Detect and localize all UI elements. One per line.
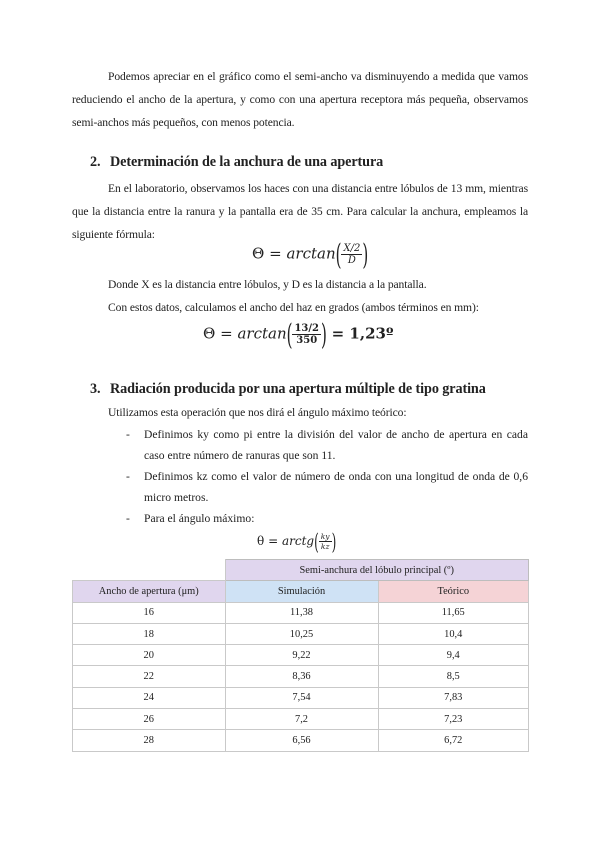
table-row: 20 9,22 9,4 [73, 645, 529, 666]
section-2-number: 2. [90, 154, 101, 170]
formula-3-lhs: θ [257, 534, 265, 548]
col-header-teorico: Teórico [378, 581, 529, 602]
formula-1-denominator: D [347, 255, 356, 266]
table-row: 18 10,25 10,4 [73, 623, 529, 644]
section-3-intro: Utilizamos esta operación que nos dirá el ángulo máximo teórico: [108, 406, 407, 419]
formula-3-fn: arctg [281, 534, 315, 548]
formula-3-fraction [319, 532, 332, 551]
formula-1-numerator: X/2 [343, 243, 361, 254]
table-group-header-row [73, 560, 529, 581]
section-2-heading [90, 154, 383, 171]
table-row: 28 6,56 6,72 [73, 730, 529, 751]
formula-arctan-result: Θ = arctan( $\frac{13/2}{350}$ ) = 1,23º [203, 317, 394, 352]
formula-3-numerator: ky [320, 532, 330, 541]
formula-2-eq: = [220, 324, 233, 343]
formula-2-result: = 1,23º [331, 324, 394, 343]
table-row: 22 8,36 8,5 [73, 666, 529, 687]
table-header-row [73, 581, 529, 602]
col-header-ancho: Ancho de apertura (μm) [73, 581, 226, 602]
table-row: 16 11,38 11,65 [73, 602, 529, 623]
section-3-title: Radiación producida por una apertura múltiple de tipo gratina [110, 381, 486, 397]
formula-3-denominator: kz [320, 542, 330, 551]
data-explanation: Con estos datos, calculamos el ancho del haz en grados (ambos términos en mm): [108, 301, 479, 314]
section-2-title: Determinación de la anchura de una apertura [110, 154, 384, 170]
formula-1-fraction [341, 243, 362, 266]
intro-paragraph: Podemos apreciar en el gráfico como el semi-ancho va disminuyendo a medida que vamos reduciendo el ancho de la apertura, y como con una apertura receptora más pequeña, observamos semi-anchos más pequeños, con menos potencia. [72, 70, 528, 129]
section-2-paragraph: En el laboratorio, observamos los haces con una distancia entre lóbulos de 13 mm, mientras que la distancia entre la ranura y la pantalla era de 35 cm. Para calcular la anchura, empleamos la siguiente fórmula: [72, 182, 528, 241]
formula-2-fraction [292, 323, 321, 346]
table-row: 26 7,2 7,23 [73, 709, 529, 730]
results-table [72, 559, 529, 752]
col-header-simulacion: Simulación [225, 581, 378, 602]
formula-arctan-xd: Θ = arctan( $\frac{X/2}{D}$ ) [252, 237, 369, 272]
formula-2-lhs: Θ [203, 324, 216, 343]
formula-1-fn: arctan [286, 244, 336, 263]
formula-2-denominator: 350 [296, 335, 318, 346]
document-page: Podemos apreciar en el gráfico como el semi-ancho va disminuyendo a medida que vamos reduciendo el ancho de la apertura, y como con una apertura receptora más pequeña, observamos semi-anchos más pequeños, con menos potencia. 2. Determinación de la anchura de una apertura En el laboratorio, observamos los haces con una distancia entre lóbulos de 13 mm, mientras que la distancia entre la ranura y la pantalla era de 35 cm. Para calcular la anchura, empleamos la siguiente fórmula: Θ = arctan( $\frac{X/2}{D}$ ) Donde X es la distancia entre lóbulos, y D es la distancia a la pantalla. Con estos datos, calculamos el ancho del haz en grados (ambos términos en mm): Θ = arctan( $\frac{13/2}{350}$ ) = 1,23º 3. Radiación producida por una apertura múltiple de tipo gratina Utilizamos esta operación que nos dirá el ángulo máximo teórico: - Definimos ky como pi entre la división del valor de ancho de apertura en cada caso entre número de ranuras que son 11. - Definimos kz como el valor de número de onda con una longitud de onda de 0,6 micro metros. - Para el ángulo máximo: θ = arctg( $\frac{ky}{kz}$ ) Semi-anchura del lóbulo principal (º) Ancho de apertura (μm) Simulación Teórico 16 11,38 11,65 18 10,25 10,4 20 9,22 9,4 22 8,36 8,5 24 7,54 7,83 26 7,2 7,23 28 6,56 6,72 [0, 0, 600, 848]
formula-explanation: Donde X es la distancia entre lóbulos, y D es la distancia a la pantalla. [108, 278, 427, 291]
formula-1-eq: = [269, 244, 282, 263]
table-row: 24 7,54 7,83 [73, 687, 529, 708]
section-3-number: 3. [90, 381, 101, 397]
formula-2-numerator: 13/2 [294, 323, 319, 334]
formula-3-eq: = [268, 534, 279, 548]
formula-1-lhs: Θ [252, 244, 265, 263]
formula-arctg-kykz: θ = arctg( $\frac{ky}{kz}$ ) [257, 528, 337, 555]
formula-2-fn: arctan [237, 324, 287, 343]
group-header: Semi-anchura del lóbulo principal (º) [225, 560, 529, 581]
section-3-heading [90, 381, 486, 398]
